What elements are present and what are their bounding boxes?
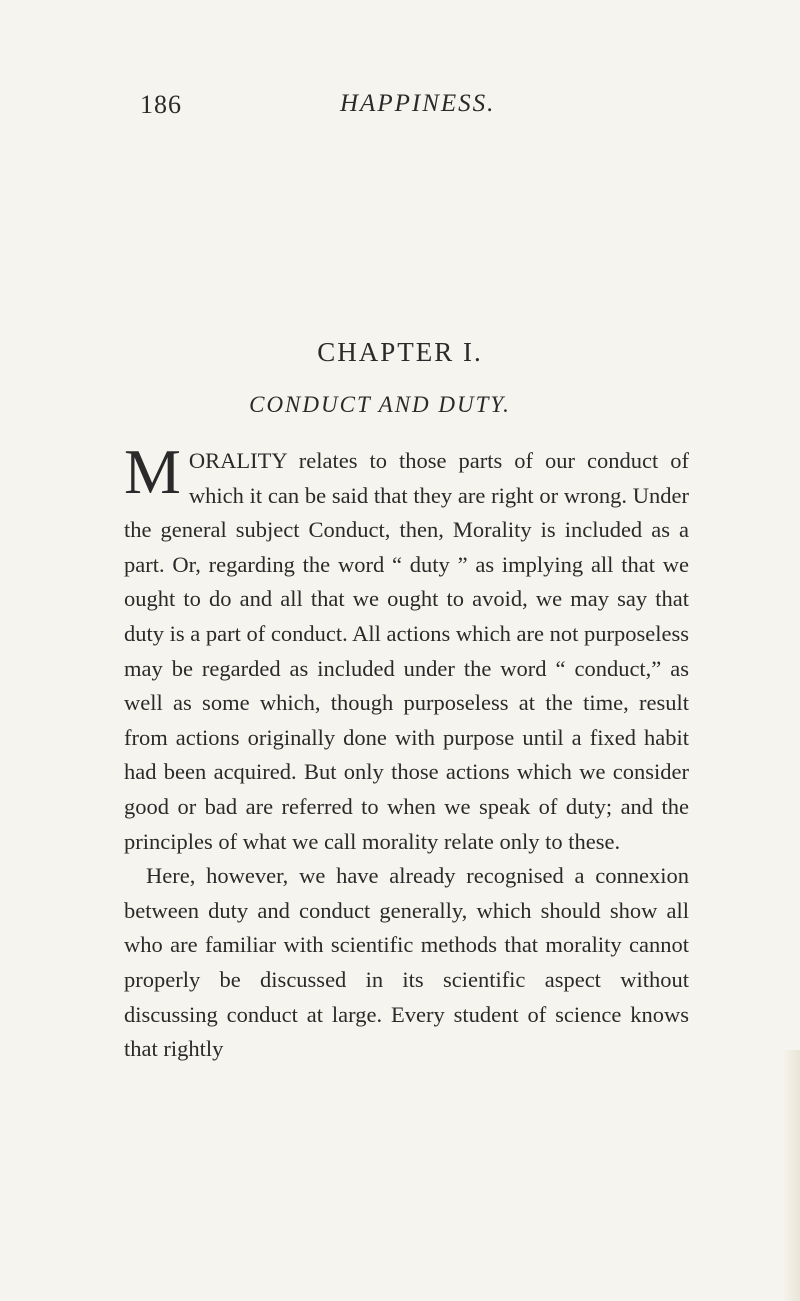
running-head: HAPPINESS. — [340, 90, 496, 117]
section-title: CONDUCT AND DUTY. — [249, 392, 511, 417]
paragraph — [124, 436, 689, 859]
body-text — [124, 436, 689, 1067]
chapter-title: CHAPTER I. — [317, 337, 483, 367]
page-header — [140, 90, 680, 130]
page-edge-discoloration — [782, 1050, 800, 1301]
page-number: 186 — [140, 90, 182, 119]
drop-cap: M — [124, 436, 181, 507]
chapter-heading — [0, 337, 800, 418]
paragraph-text: ORALITY relates to those parts of our conduct of which it can be said that they are right or wrong. Under the general subject Conduct, then, Morality is included as a part. Or, regarding the word “ duty ” as implying all that we ought to do and all that we ought to avoid, we may say that duty is a part of conduct. All actions which are not purposeless may be regarded as included under the word “ conduct,” as well as some which, though purposeless at the time, result from actions originally done with purpose until a fixed habit had been acquired. But only those actions which we consider good or bad are referred to when we speak of duty; and the principles of what we call morality relate only to these. — [124, 448, 689, 854]
paragraph: Here, however, we have already recognised a connexion between duty and conduct generally, which should show all who are familiar with scientific methods that morality cannot properly be discussed in its scientific aspect without discussing conduct at large. Every student of science knows that rightly — [124, 863, 689, 1062]
